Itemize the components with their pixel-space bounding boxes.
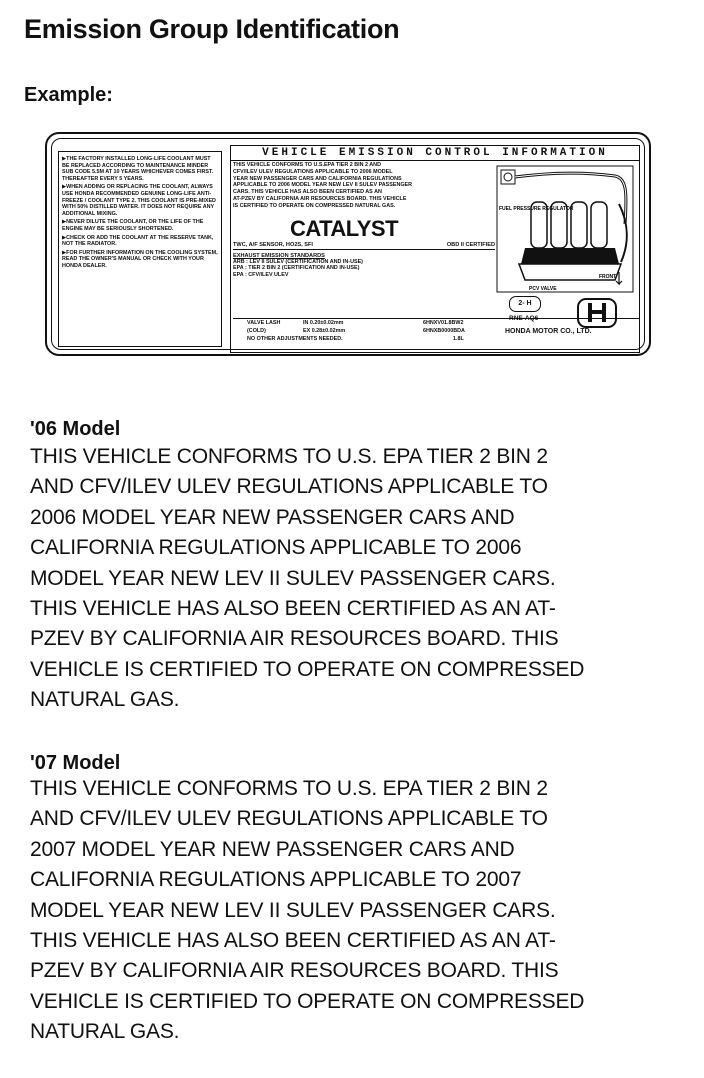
conform-line: CFV/ILEV ULEV REGULATIONS APPLICABLE TO 2006 MODEL <box>233 168 393 175</box>
model-line: AND CFV/ILEV ULEV REGULATIONS APPLICABLE TO <box>30 807 548 831</box>
emission-info-panel <box>230 145 640 353</box>
model-line: NATURAL GAS. <box>30 1020 180 1044</box>
model-line: CALIFORNIA REGULATIONS APPLICABLE TO 2006 <box>30 536 522 560</box>
model-line: VEHICLE IS CERTIFIED TO OPERATE ON COMPRESSED <box>30 989 585 1013</box>
model-line: MODEL YEAR NEW LEV II SULEV PASSENGER CARS. <box>30 566 556 590</box>
manifold <box>521 248 619 264</box>
obd-line: OBD II CERTIFIED <box>446 241 495 248</box>
valve-lash-sub: (COLD) <box>247 328 266 334</box>
conform-line: APPLICABLE TO 2006 MODEL YEAR NEW LEV II SULEV PASSENGER <box>233 182 413 189</box>
coolant-item: ▶ FOR FURTHER INFORMATION ON THE COOLING SYSTEM, READ THE OWNER'S MANUAL OR CHECK WITH YOUR HONDA DEALER. <box>62 250 218 270</box>
model-06-title: '06 Model <box>30 418 121 440</box>
model-line: THIS VEHICLE CONFORMS TO U.S. EPA TIER 2 BIN 2 <box>30 445 548 468</box>
spec-table <box>233 318 639 343</box>
displacement: 1.8L <box>453 336 464 342</box>
example-label: Example: <box>24 84 113 106</box>
fuel-reg-text: FUEL PRESSURE REGULATOR <box>499 206 574 212</box>
label-inner-border <box>51 138 645 350</box>
spec-row <box>233 327 639 335</box>
model-line: THIS VEHICLE HAS ALSO BEEN CERTIFIED AS AN AT- <box>30 597 556 621</box>
conform-line: IS CERTIFIED TO OPERATE ON COMPRESSED NATURAL GAS. <box>233 202 396 209</box>
maker-name: HONDA MOTOR CO., LTD. <box>505 328 592 335</box>
pcv-text: PCV VALVE <box>529 286 557 292</box>
model-line: 2007 MODEL YEAR NEW PASSENGER CARS AND <box>30 837 515 861</box>
coolant-item: ▶ NEVER DILUTE THE COOLANT, OR THE LIFE OF THE ENGINE MAY BE SERIOUSLY SHORTENED. <box>62 219 218 232</box>
standard-line: EPA : TIER 2 BIN 2 (CERTIFICATION AND IN-USE) <box>233 265 360 272</box>
model-line: NATURAL GAS. <box>30 688 180 712</box>
coolant-warning-box <box>58 151 222 347</box>
spec-row <box>233 335 639 343</box>
model-line: CALIFORNIA REGULATIONS APPLICABLE TO 2007 <box>30 868 522 892</box>
coolant-item: ▶ THE FACTORY INSTALLED LONG-LIFE COOLANT MUST BE REPLACED ACCORDING TO MAINTENANCE MINDER SUB CODE 5.5M AT 10 YEARS WHICHEVER COMES FIRST. THEREAFTER EVERY 5 YEARS. <box>62 156 218 182</box>
model-06-text <box>30 442 690 716</box>
coolant-item: ▶ CHECK OR ADD THE COOLANT AT THE RESERVE TANK, NOT THE RADIATOR. <box>62 235 218 248</box>
rne-code: RNE-AQ6 <box>509 315 539 322</box>
emission-badge: 2- H <box>509 296 541 312</box>
model-line: THIS VEHICLE CONFORMS TO U.S. EPA TIER 2 BIN 2 <box>30 777 548 800</box>
no-adjust-note: NO OTHER ADJUSTMENTS NEEDED. <box>247 336 343 342</box>
model-line: PZEV BY CALIFORNIA AIR RESOURCES BOARD. THIS <box>30 959 559 983</box>
emission-header: VEHICLE EMISSION CONTROL INFORMATION <box>231 146 639 161</box>
model-line: AND CFV/ILEV ULEV REGULATIONS APPLICABLE TO <box>30 475 548 499</box>
model-07-title: '07 Model <box>30 752 121 774</box>
cylinder <box>591 202 607 248</box>
sensor-line: TWC, A/F SENSOR, HO2S, SFI <box>233 241 313 248</box>
model-line: MODEL YEAR NEW LEV II SULEV PASSENGER CARS. <box>30 898 556 922</box>
conform-line: CARS. THIS VEHICLE HAS ALSO BEEN CERTIFIED AS AN <box>233 189 382 196</box>
spec-row <box>233 319 639 327</box>
engine-diagram <box>495 164 635 294</box>
exhaust-spec: EX 0.28±0.02mm <box>303 328 346 334</box>
intake-spec: IN 0.20±0.02mm <box>303 320 344 326</box>
engine-code-2: 6HNXB0000BDA <box>423 328 465 334</box>
emission-label <box>45 132 651 356</box>
conform-line: THIS VEHICLE CONFORMS TO U.S.EPA TIER 2 BIN 2 AND <box>233 162 381 168</box>
sensor-box <box>501 170 515 184</box>
standard-line: ARB : LEV II SULEV (CERTIFICATION AND IN-USE) <box>233 258 363 265</box>
emission-text-column <box>233 162 495 279</box>
coolant-item: ▶ WHEN ADDING OR REPLACING THE COOLANT, ALWAYS USE HONDA RECOMMENDED GENUINE LONG-LIFE ANTI-FREEZE / COOLANT TYPE 2. THIS COOLANT IS PRE-MIXED WITH 50% DISTILLED WATER. IT DOES NOT REQUIRE ANY ADDITIONAL MIXING. <box>62 184 218 217</box>
sensor-circle <box>504 173 512 181</box>
standards-block <box>233 253 495 279</box>
engine-code-1: 6HNXV01.8BW2 <box>423 320 464 326</box>
catalyst-heading: CATALYST <box>289 215 399 241</box>
model-line: 2006 MODEL YEAR NEW PASSENGER CARS AND <box>30 505 515 529</box>
model-line: VEHICLE IS CERTIFIED TO OPERATE ON COMPRESSED <box>30 657 585 681</box>
conform-line: AT-PZEV BY CALIFORNIA AIR RESOURCES BOARD. THIS VEHICLE <box>233 195 407 202</box>
conform-line: YEAR NEW PASSENGER CARS AND CALIFORNIA REGULATIONS <box>233 175 402 182</box>
front-text: FRONT <box>599 274 617 280</box>
standard-line: EPA : CFV/ILEV ULEV <box>233 272 289 279</box>
page-title: Emission Group Identification <box>24 14 400 44</box>
model-line: PZEV BY CALIFORNIA AIR RESOURCES BOARD. THIS <box>30 627 559 651</box>
model-line: THIS VEHICLE HAS ALSO BEEN CERTIFIED AS AN AT- <box>30 929 556 953</box>
catalyst-row <box>233 242 495 250</box>
valve-lash-label: VALVE LASH <box>247 320 281 326</box>
standards-heading: EXHAUST EMISSION STANDARDS <box>233 252 325 259</box>
model-07-text <box>30 774 690 1048</box>
